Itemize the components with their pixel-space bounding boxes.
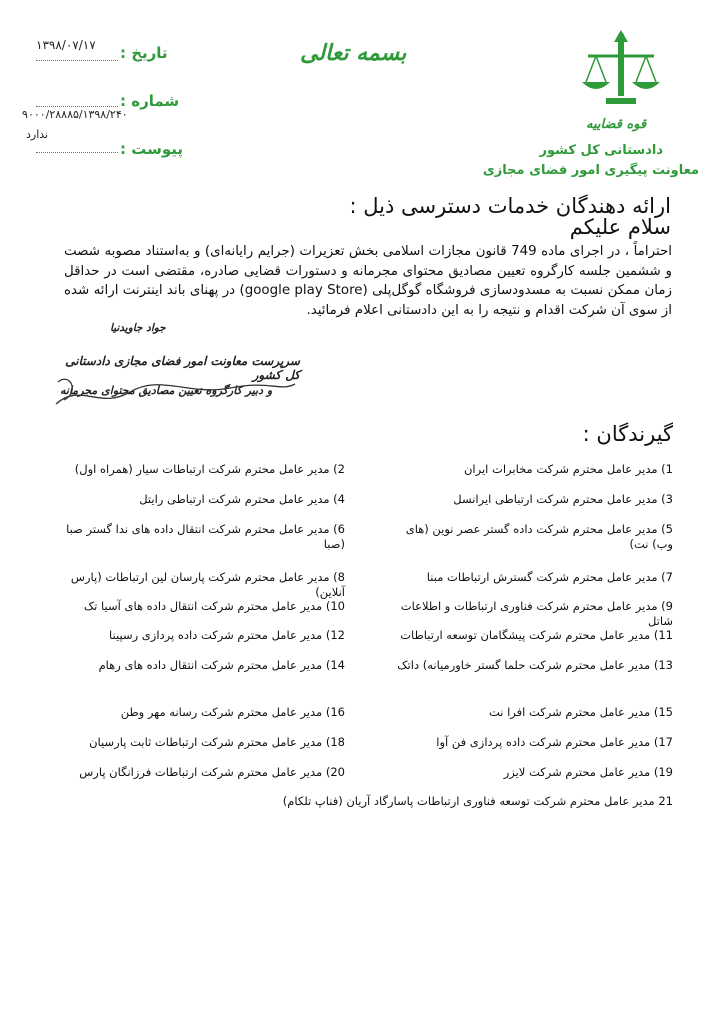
recipient-8: 8) مدیر عامل محترم شرکت پارسان لین ارتباطات (پارس آنلاین) — [70, 570, 345, 599]
number-dots — [36, 106, 118, 107]
letter-subject: ارائه دهندگان خدمات دسترسی ذیل : — [349, 194, 671, 218]
recipient-11: 11) مدیر عامل محترم شرکت پیشگامان توسعه ارتباطات — [400, 628, 673, 642]
recipient-6: 6) مدیر عامل محترم شرکت انتقال داده های ندا گستر صبا (صبا — [66, 522, 345, 551]
recipient-17: 17) مدیر عامل محترم شرکت داده پردازی فن آوا — [436, 735, 673, 749]
recipient-2: 2) مدیر عامل محترم شرکت ارتباطات سیار (همراه اول) — [74, 462, 345, 476]
signature-title-2: و دبیر کارگروه تعیین مصادیق محتوای مجرمانه — [60, 384, 273, 397]
recipient-21: 21 مدیر عامل محترم شرکت توسعه فناوری ارتباطات پاسارگاد آریان (فناپ تلکام) — [282, 794, 673, 808]
signature-name: جواد جاویدنیا — [110, 322, 166, 334]
attachment-value: ندارد — [26, 128, 49, 141]
recipient-7: 7) مدیر عامل محترم شرکت گسترش ارتباطات مبنا — [426, 570, 673, 584]
recipient-12: 12) مدیر عامل محترم شرکت داده پردازی رسپینا — [109, 628, 345, 642]
letter-greeting: سلام علیکم — [569, 215, 671, 239]
recipient-15: 15) مدیر عامل محترم شرکت افرا نت — [488, 705, 673, 719]
recipient-13: 13) مدیر عامل محترم شرکت حلما گستر خاورمیانه) داتک — [397, 658, 673, 672]
recipient-4: 4) مدیر عامل محترم شرکت ارتباطی رایتل — [139, 492, 345, 506]
attachment-dots — [36, 152, 118, 153]
number-value: ۹۰۰۰/۲۸۸۸۵/۱۳۹۸/۲۴۰ — [22, 108, 128, 121]
attachment-label: پیوست : — [120, 140, 184, 158]
signature — [50, 322, 300, 412]
letter-body: احتراماً ، در اجرای ماده 749 قانون مجازات اسلامی بخش تعزیرات (جرایم رایانه‌ای) و به‌استناد مصوبه شصت و ششمین جلسه کارگروه تعیین مصادیق محتوای مجرمانه و دستورات قضایی صادره، مقتضی است در حداقل زمان ممکن نسبت به مسدودسازی فروشگاه گوگل‌پلی (google play Store) در پهنای باند اینترنت ارائه شده از سوی آن شرکت اقدام و نتیجه را به این دادستانی اعلام فرمائید. — [64, 244, 673, 318]
recipient-9: 9) مدیر عامل محترم شرکت فناوری ارتباطات و اطلاعات شاتل — [400, 599, 673, 628]
signature-title-1: سرپرست معاونت امور فضای مجازی دادستانی کل کشور — [65, 354, 300, 382]
recipient-10: 10) مدیر عامل محترم شرکت انتقال داده های آسیا تک — [83, 599, 345, 613]
org-name-1: قوه قضاییه — [586, 117, 647, 132]
org-name-2: دادستانی کل کشور — [539, 143, 663, 158]
recipient-16: 16) مدیر عامل محترم شرکت رسانه مهر وطن — [120, 705, 345, 719]
date-value: ۱۳۹۸/۰۷/۱۷ — [36, 38, 96, 52]
date-dots — [36, 60, 118, 61]
recipient-3: 3) مدیر عامل محترم شرکت ارتباطی ایرانسل — [453, 492, 673, 506]
recipient-19: 19) مدیر عامل محترم شرکت لایزر — [503, 765, 673, 779]
recipient-14: 14) مدیر عامل محترم شرکت انتقال داده های رهام — [98, 658, 345, 672]
org-name-3: معاونت پیگیری امور فضای مجازی — [482, 163, 699, 178]
number-label: شماره : — [120, 92, 180, 110]
date-label: تاریخ : — [120, 44, 168, 62]
recipient-1: 1) مدیر عامل محترم شرکت مخابرات ایران — [463, 462, 673, 476]
signature-scribble-icon — [50, 322, 300, 412]
recipients-title: گیرندگان : — [582, 422, 673, 446]
recipient-20: 20) مدیر عامل محترم شرکت ارتباطات فرزانگان پارس — [79, 765, 345, 779]
judiciary-emblem-icon — [576, 26, 666, 116]
basmala: بسمه تعالی — [300, 40, 407, 66]
recipient-18: 18) مدیر عامل محترم شرکت ارتباطات ثابت پارسیان — [89, 735, 345, 749]
recipient-5: 5) مدیر عامل محترم شرکت داده گستر عصر نوین (های وب) نت) — [405, 522, 673, 551]
